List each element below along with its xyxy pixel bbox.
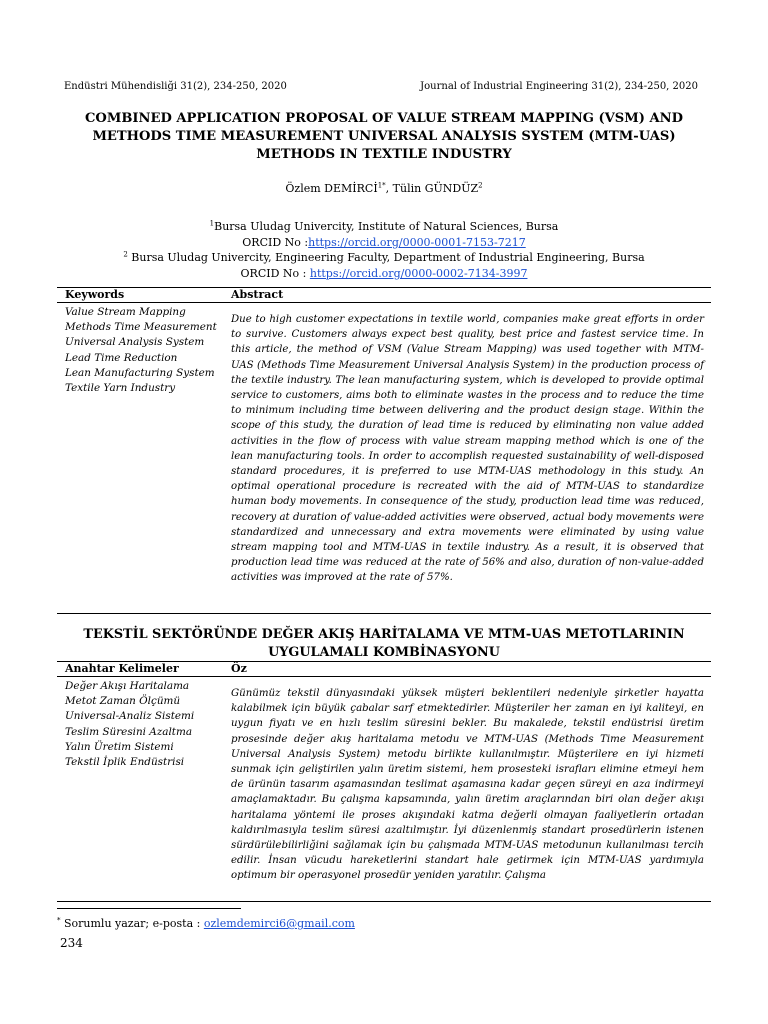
anahtar-kelimeler-list	[57, 677, 231, 901]
oz-header: Öz	[231, 662, 247, 675]
footnote-divider	[57, 908, 241, 909]
orcid-2-link[interactable]: https://orcid.org/0000-0002-7134-3997	[309, 266, 528, 280]
keyword-item: Methods Time Measurement	[65, 321, 217, 334]
keyword-item: Textile Yarn Industry	[65, 382, 176, 395]
author-1: Özlem DEMİRCİ	[285, 182, 378, 195]
affiliation-1-text: Bursa Uludag Univercity, Institute of Natural Sciences, Bursa	[214, 220, 559, 233]
anahtar-kelime-item: Yalın Üretim Sistemi	[65, 740, 174, 753]
affiliation-1-marker: 1	[209, 219, 215, 228]
english-abstract-table	[57, 287, 711, 614]
anahtar-kelime-item: Değer Akışı Haritalama	[65, 680, 190, 692]
orcid-1-label: ORCID No :	[242, 235, 309, 249]
author-2: Tülin GÜNDÜZ	[392, 182, 479, 195]
footnote-email-link[interactable]: ozlemdemirci6@gmail.com	[203, 917, 355, 930]
english-table-header	[57, 287, 711, 303]
keywords-header: Keywords	[65, 288, 125, 301]
paper-title: COMBINED APPLICATION PROPOSAL OF VALUE STREAM MAPPING (VSM) AND METHODS TIME MEASUREMENT UNIVERSAL ANALYSIS SYSTEM (MTM-UAS) METHODS IN TEXTILE INDUSTRY	[85, 111, 683, 162]
orcid-1	[0, 235, 768, 251]
journal-header-turkish: Endüstri Mühendisliği 31(2), 234-250, 2020	[64, 81, 287, 92]
affiliation-2-text: Bursa Uludag Univercity, Engineering Faculty, Department of Industrial Engineering, Bursa	[127, 251, 645, 265]
anahtar-kelime-item: Tekstil İplik Endüstrisi	[65, 756, 185, 769]
anahtar-kelime-item: Teslim Süresini Azaltma	[65, 725, 193, 738]
footnote	[57, 917, 355, 930]
author-1-marker: 1*	[377, 181, 386, 190]
keyword-item: Universal Analysis System	[65, 336, 205, 349]
journal-header-english: Journal of Industrial Engineering 31(2), 234-250, 2020	[420, 81, 698, 92]
keyword-item: Lead Time Reduction	[65, 351, 178, 364]
footnote-marker: *	[57, 916, 61, 925]
oz-text: Günümüz tekstil dünyasındaki yüksek müşteri beklentileri nedeniyle şirketler hayatta kalabilmek için büyük çabalar sarf etmektedirler. Müşteriler her zaman en iyi kaliteyi, en uygun fiyatı ve en hızlı teslim süresini bekler. Bu makalede, tekstil endüstrisi üretim prosesinde değer akış haritalama metodu ve MTM-UAS (Methods Time Measurement Universal Analysis System) metodu birlikte kullanılmıştır. Müşterilere en iyi hizmeti sunmak için geliştirilen yalın üretim sistemi, hem prosesteki israfları elimine etmeyi hem de ürünün tasarım aşamasından teslimat aşamasına kadar geçen süreyi en aza indirmeyi amaçlamaktadır. Bu çalışma kapsamında, yalın üretim araçlarından biri olan değer akışı haritalama yöntemi ile proses akışındaki katma değerli olmayan faaliyetlerin ortadan kaldırılmasıyla teslim süresi azaltılmıştır. İyi düzenlenmiş standart prosedürlerin istenen sürdürülebilirliğini sağlamak için bu çalışmada MTM-UAS metodunun kullanılması tercih edilir. İnsan vücudu hareketlerini standart hale getirmek için MTM-UAS yardımıyla optimum bir operasyonel prosedür yeniden yaratılır. Çalışma	[231, 688, 704, 882]
turkish-abstract-table	[57, 661, 711, 902]
orcid-2	[0, 266, 768, 282]
author-2-marker: 2	[478, 181, 483, 190]
turkish-table-body	[57, 677, 711, 902]
affiliations	[0, 219, 768, 281]
running-header	[64, 81, 698, 92]
turkish-title: TEKSTİL SEKTÖRÜNDE DEĞER AKIŞ HARİTALAMA VE MTM-UAS METOTLARININ UYGULAMALI KOMBİNASYONU	[83, 627, 685, 660]
author-separator: ,	[385, 182, 393, 195]
orcid-2-label: ORCID No :	[240, 266, 310, 280]
keywords-list	[57, 303, 231, 613]
footnote-text: Sorumlu yazar; e-posta :	[60, 917, 204, 930]
anahtar-kelimeler-header: Anahtar Kelimeler	[65, 662, 179, 675]
turkish-table-header	[57, 661, 711, 677]
anahtar-kelime-item: Universal-Analiz Sistemi	[65, 710, 195, 723]
anahtar-kelime-item: Metot Zaman Ölçümü	[65, 695, 181, 708]
orcid-1-link[interactable]: https://orcid.org/0000-0001-7153-7217	[308, 235, 526, 249]
page-number: 234	[60, 936, 83, 950]
keyword-item: Lean Manufacturing System	[65, 366, 215, 379]
abstract-text: Due to high customer expectations in textile world, companies make great efforts in order to survive. Customers always expect best quality, best price and fastest service time. In this article, the method of VSM (Value Stream Mapping) was used together with MTM-UAS (Methods Time Measurement Universal Analysis System) in the production process of the textile industry. The lean manufacturing system, which is developed to provide optimal service to customers, aims both to eliminate wastes in the process and to reduce the time to minimum including time between delivering and the product design stage. Within the scope of this study, the duration of lead time is reduced by eliminating non value added activities in the flow of process with value stream mapping method which is one of the lean manufacturing tools. In order to accomplish requested sustainability of well-disposed standard procedures, it is preferred to use MTM-UAS methodology in this study. An optimal operational procedure is recreated with the aid of MTM-UAS to standardize human body movements. In consequence of the study, production lead time was reduced, recovery at duration of value-added activities were observed, actual body movements were standardized and unnecessary and extra movements were eliminated by using value stream mapping tool and MTM-UAS in textile industry. As a result, it is observed that production lead time was reduced at the rate of 56% and also, duration of non-value-added activities was improved at the rate of 57%.	[231, 314, 704, 584]
affiliation-1	[0, 219, 768, 235]
affiliation-2	[0, 250, 768, 266]
english-table-body	[57, 303, 711, 614]
abstract-header: Abstract	[231, 288, 284, 301]
keyword-item: Value Stream Mapping	[65, 306, 186, 318]
affiliation-2-marker: 2	[123, 250, 128, 259]
author-line	[0, 182, 768, 195]
